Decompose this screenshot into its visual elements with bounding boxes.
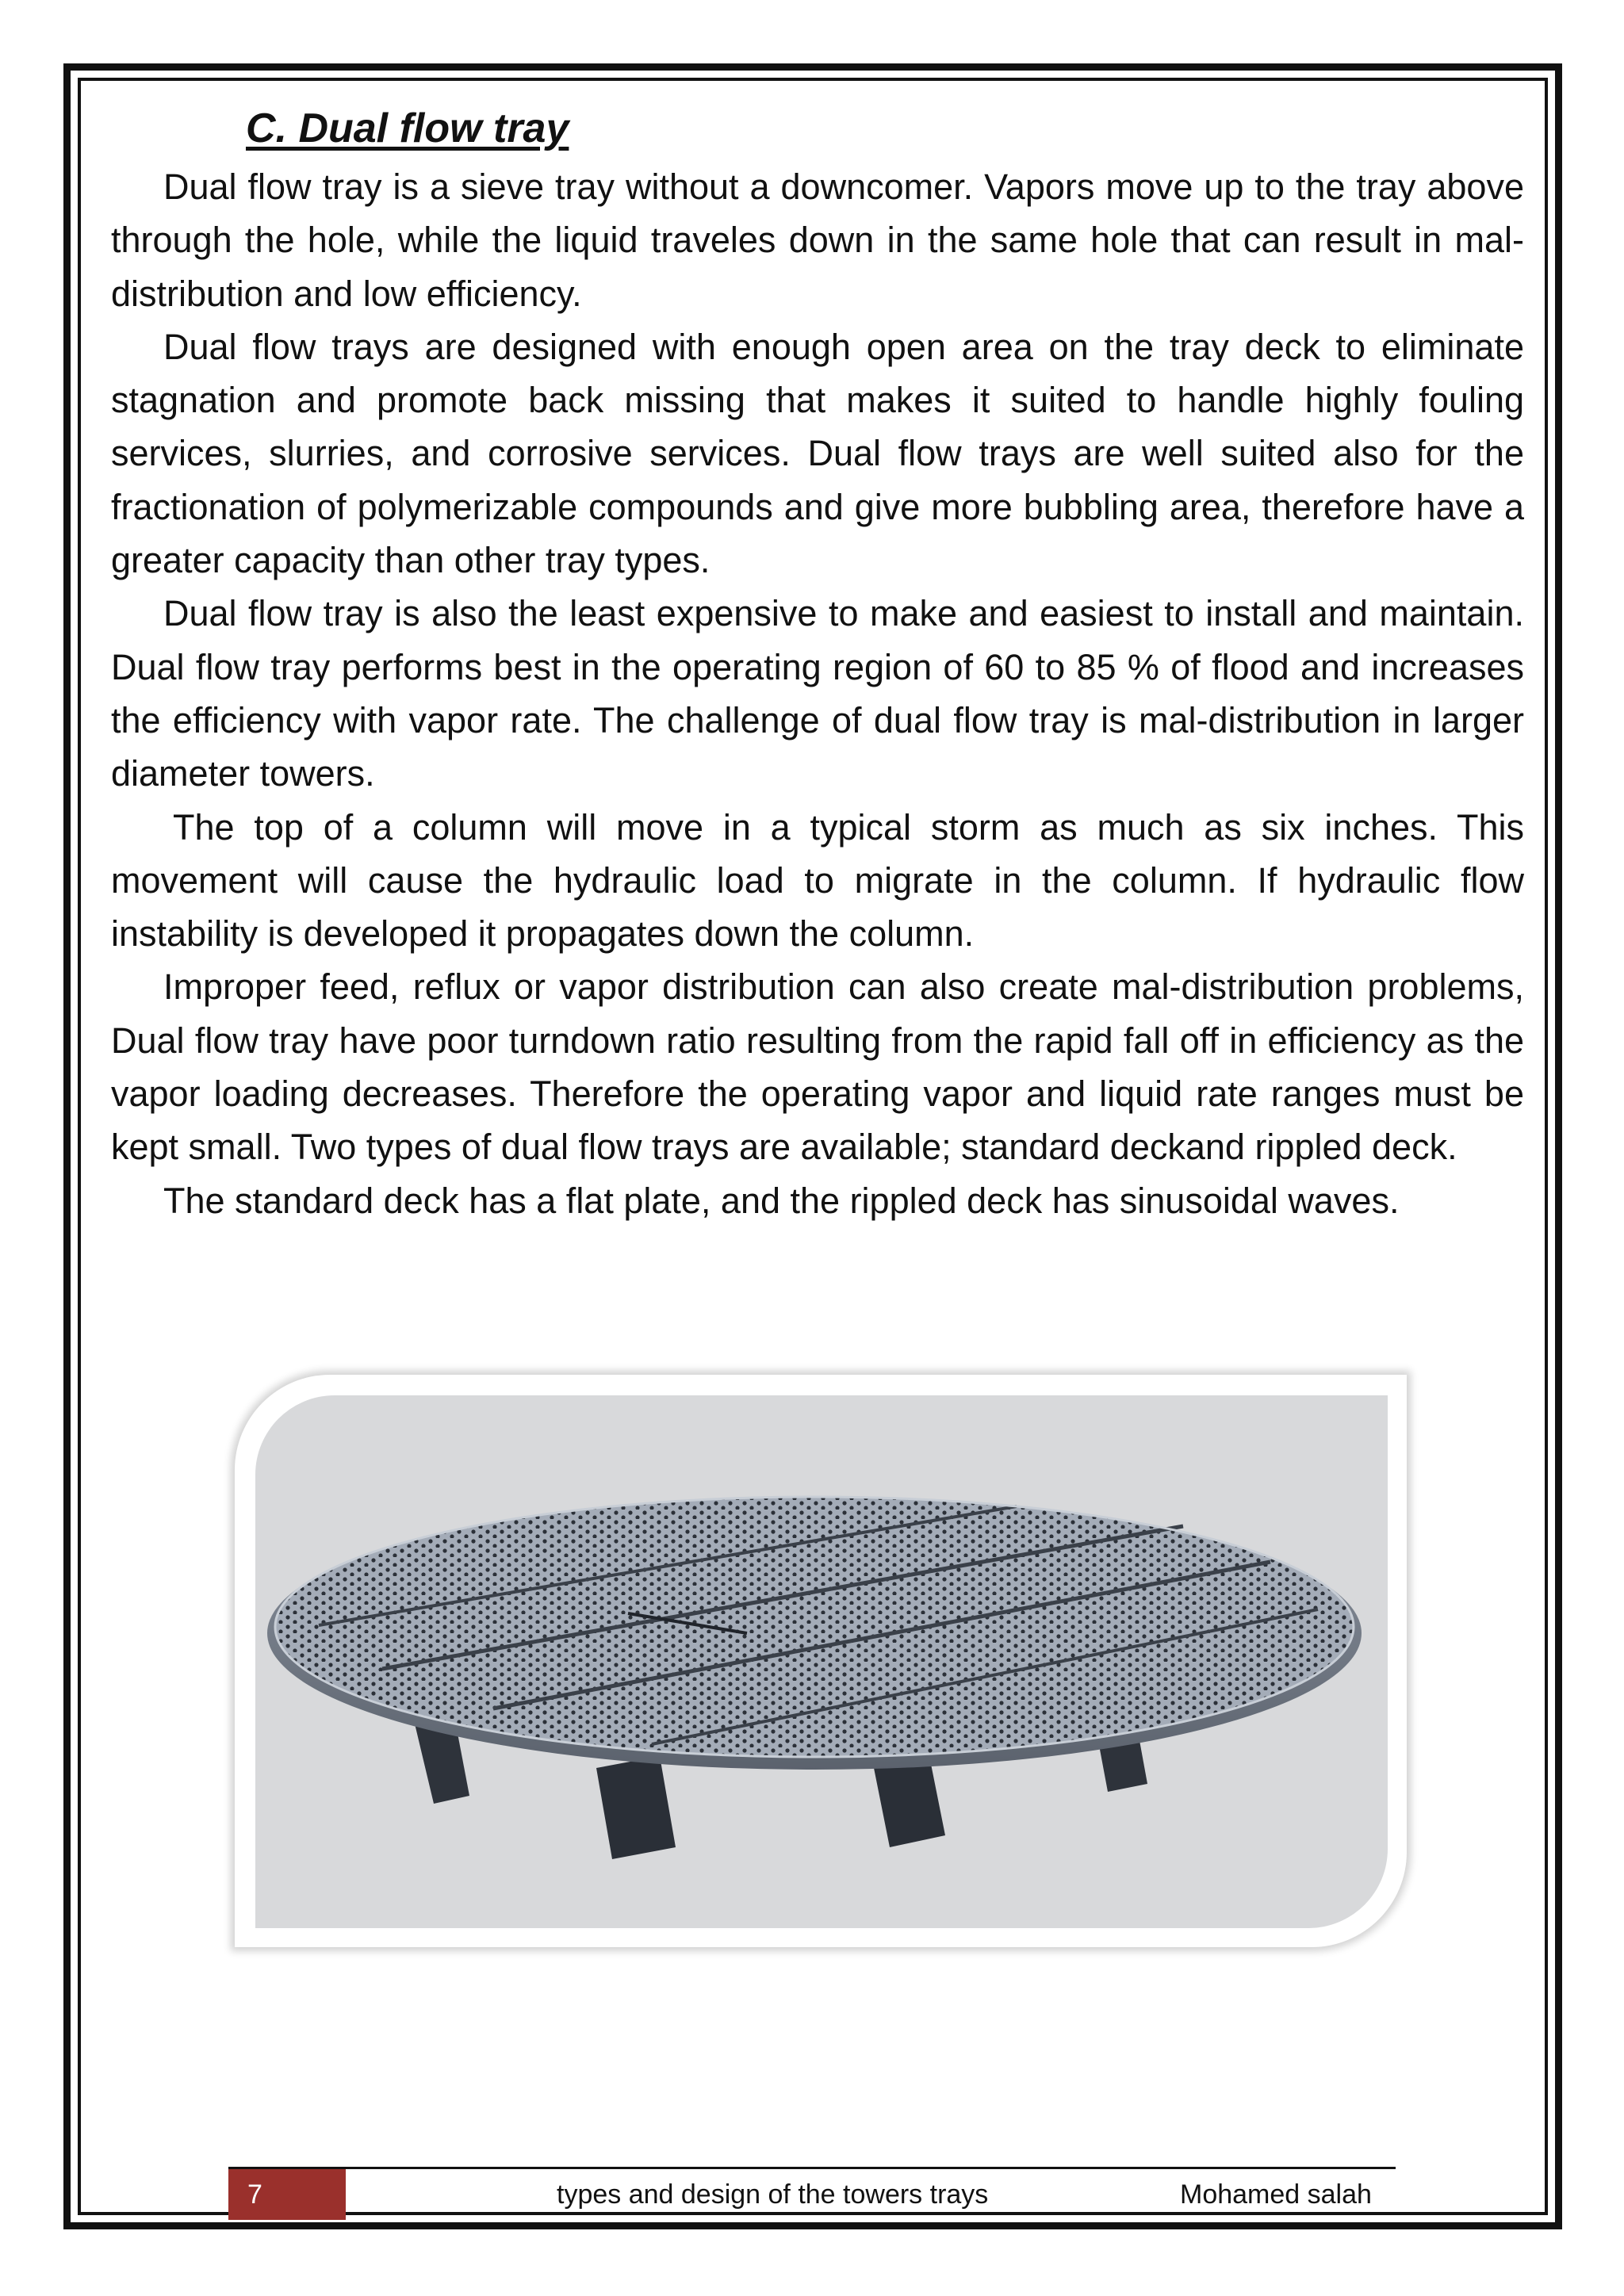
paragraph-3: Dual flow tray is also the least expensive to make and easiest to install and maintain. Dual flow tray performs best in the operating region of 60 to 85 % of flood and increases the efficiency with vapor rate. The challenge of dual flow tray is mal-distribution in larger diameter towers. (111, 593, 1524, 794)
footer-document-title: types and design of the towers trays (557, 2179, 989, 2210)
paragraph-6: The standard deck has a flat plate, and the rippled deck has sinusoidal waves. (163, 1180, 1400, 1221)
section-heading: C. Dual flow tray (246, 105, 569, 151)
page-number: 7 (228, 2169, 346, 2220)
page-content (111, 100, 1524, 1227)
paragraph-5: Improper feed, reflux or vapor distribution can also create mal-distribution problems, Dual flow tray have poor turndown ratio resulting from the rapid fall off in efficiency as the vapor loading decreases. Therefore the operating vapor and liquid rate ranges must be kept small. Two types of dual flow trays are available; standard deckand rippled deck. (111, 966, 1524, 1168)
paragraph-4: The top of a column will move in a typical storm as much as six inches. This movement will cause the hydraulic load to migrate in the column. If hydraulic flow instability is developed it propagates down the column. (111, 806, 1524, 955)
paragraph-1: Dual flow tray is a sieve tray without a downcomer. Vapors move up to the tray above through the hole, while the liquid traveles down in the same hole that can result in mal-distribution and low efficiency. (111, 166, 1524, 314)
tray-photo-frame (235, 1375, 1407, 1947)
tray-photo (255, 1395, 1388, 1928)
footer-author: Mohamed salah (1180, 2179, 1372, 2210)
page-footer (228, 2167, 1396, 2222)
dual-flow-tray-image (255, 1395, 1388, 1928)
paragraph-2: Dual flow trays are designed with enough open area on the tray deck to eliminate stagnation and promote back missing that makes it suited to handle highly fouling services, slurries, and corrosive services. Dual flow trays are well suited also for the fractionation of polymerizable compounds and give more bubbling area, therefore have a greater capacity than other tray types. (111, 326, 1524, 581)
